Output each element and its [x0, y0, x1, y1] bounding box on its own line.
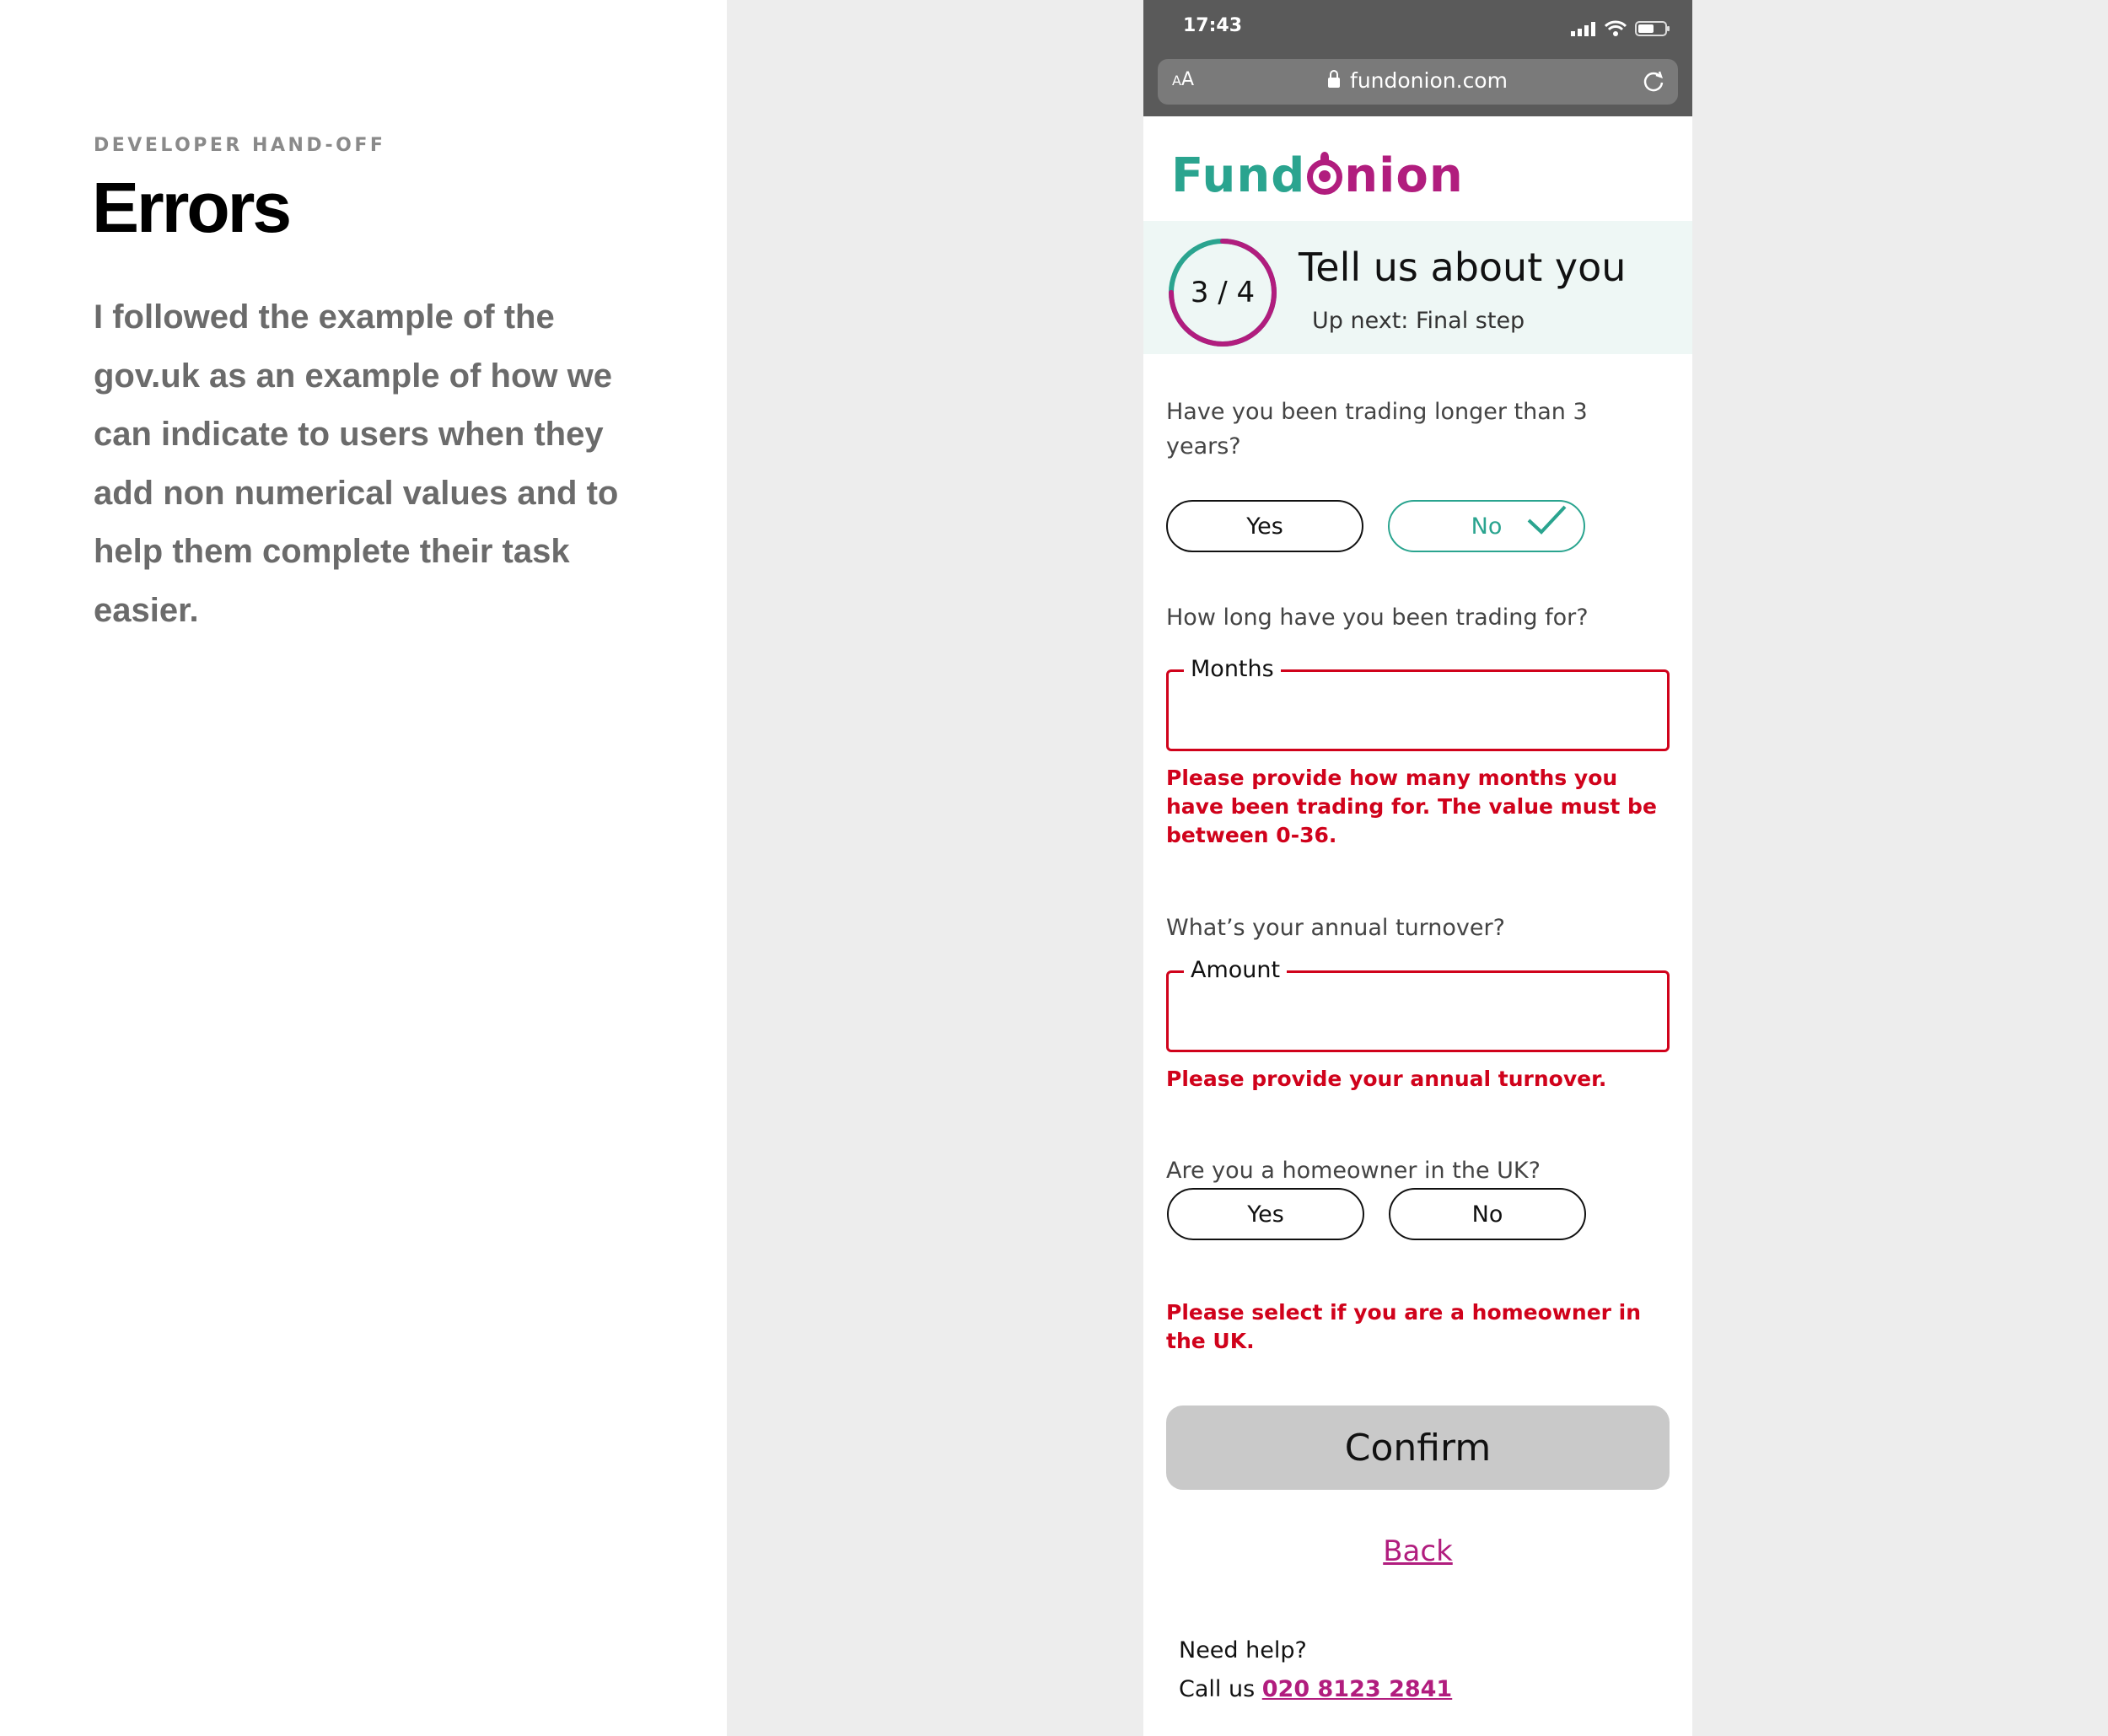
browser-chrome [1143, 0, 1692, 116]
question-trading-duration: How long have you been trading for? [1166, 605, 1589, 631]
phone-link[interactable]: 020 8123 2841 [1261, 1676, 1453, 1702]
step-title: Tell us about you [1299, 245, 1627, 290]
step-indicator: 3 / 4 [1190, 276, 1256, 309]
checkmark-icon [1526, 503, 1568, 537]
q4-yes-button[interactable]: Yes [1167, 1188, 1364, 1240]
months-field[interactable] [1166, 656, 1670, 751]
confirm-button[interactable]: Confirm [1166, 1405, 1670, 1490]
help-heading: Need help? [1179, 1637, 1307, 1663]
amount-field[interactable] [1166, 957, 1670, 1052]
amount-label: Amount [1184, 957, 1287, 983]
months-label: Months [1184, 656, 1281, 682]
lock-icon [1328, 78, 1340, 88]
help-call-line [1179, 1670, 1452, 1709]
amount-input[interactable] [1169, 973, 1667, 1050]
reader-button[interactable]: AA [1172, 69, 1195, 90]
q1-no-button[interactable]: No [1388, 500, 1585, 552]
eyebrow-label: DEVELOPER HAND-OFF [94, 135, 386, 156]
q4-no-button[interactable]: No [1389, 1188, 1586, 1240]
amount-error: Please provide your annual turnover. [1166, 1067, 1607, 1091]
question-homeowner: Are you a homeowner in the UK? [1166, 1158, 1541, 1184]
system-icons [1571, 17, 1670, 40]
status-time: 17:43 [1183, 15, 1243, 36]
question-annual-turnover: What’s your annual turnover? [1166, 915, 1505, 941]
help-section [1179, 1631, 1452, 1709]
months-error: Please provide how many months you have been trading for. The value must be between 0-36. [1166, 766, 1657, 847]
call-prefix: Call us [1179, 1676, 1256, 1702]
description-text: I followed the example of the gov.uk as an example of how we can indicate to users when they add non numerical values and to help them complete their task easier. [94, 298, 619, 629]
signal-icon [1571, 21, 1596, 36]
q1-yes-button[interactable]: Yes [1166, 500, 1363, 552]
url-text[interactable]: fundonion.com [1158, 68, 1678, 93]
onion-icon [1307, 159, 1342, 195]
wifi-icon [1605, 20, 1627, 37]
address-bar[interactable] [1158, 59, 1678, 105]
question-trading-longer: Have you been trading longer than 3 years? [1166, 399, 1588, 460]
step-banner [1143, 221, 1692, 354]
battery-icon [1635, 20, 1670, 37]
homeowner-error: Please select if you are a homeowner in the UK. [1166, 1300, 1642, 1353]
left-panel [0, 0, 727, 1736]
reload-icon[interactable] [1641, 69, 1666, 94]
back-link[interactable]: Back [1383, 1534, 1453, 1568]
step-subtitle: Up next: Final step [1312, 308, 1525, 334]
step-progress-ring [1165, 238, 1280, 347]
phone-screen [1143, 0, 1692, 1736]
fundonion-logo[interactable]: Fund nion [1171, 148, 1464, 203]
page-title: Errors [92, 168, 290, 247]
months-input[interactable] [1169, 672, 1667, 749]
